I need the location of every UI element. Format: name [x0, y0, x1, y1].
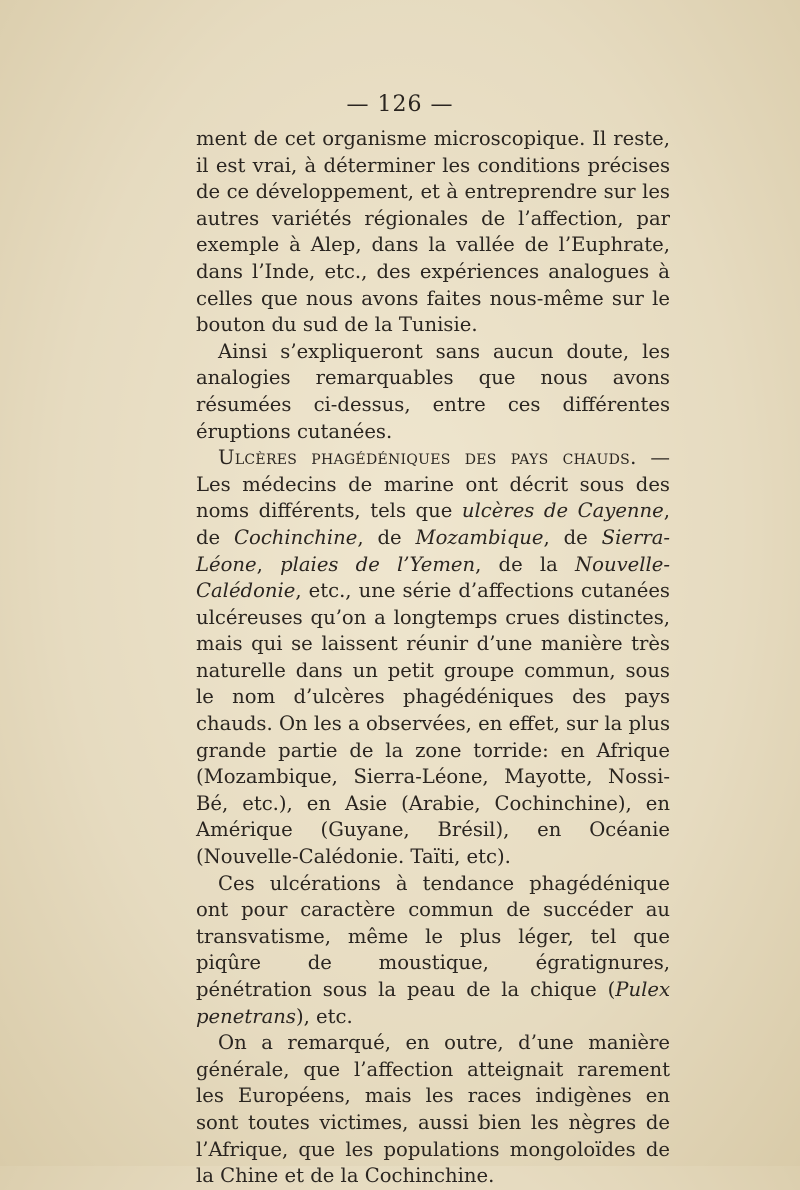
text-run: — Les médecins de marine ont décrit sous des noms différents, tels que: [196, 446, 670, 523]
paragraph-5: On a remarqué, en outre, d’une manière générale, que l’affection atteignait rarement les Européens, mais les races indigènes en sont toutes victimes, aussi bien les nègres de l’Afrique, que les populations mongoloïdes de la Chine et de la Cochinchine.: [196, 1031, 670, 1188]
text-run: , etc., une série d’affections cutanées ulcéreuses qu’on a longtemps crues distinctes, mais qui se laissent réunir d’une manière très naturelle dans un petit groupe commun, sous le nom d’ulcères phagédéniques des pays chauds. On les a observées, en effet, sur la plus grande partie de la zone torride: en Afrique (Mozambique, Sierra-Léone, Mayotte, Nossi-Bé, etc.), en Asie (Arabie, Cochinchine), en Amérique (Guyane, Brésil), en Océanie (Nouvelle-Calédonie. Taïti, etc).: [196, 579, 670, 869]
paragraph-4: [196, 871, 670, 1031]
text-run: , de la: [475, 552, 576, 576]
paragraph-1: ment de cet organisme microscopique. Il reste, il est vrai, à déterminer les conditions précises de ce développement, et à entreprendre sur les autres variétés régionales de l’affection, par exemple à Alep, dans la vallée de l’Euphrate, dans l’Inde, etc., des expériences analogues à celles que nous avons faites nous-même sur le bouton du sud de la Tunisie.: [196, 127, 670, 337]
italic-term: Sierra-Léone: [196, 525, 670, 576]
paragraph-3: [196, 445, 670, 871]
text-run: , de: [196, 499, 670, 549]
italic-term: Nouvelle-Calédonie: [196, 552, 671, 603]
section-heading: Ulcères phagédéniques des pays chauds.: [218, 446, 637, 470]
text-run: ,: [256, 552, 281, 576]
text-run: ), etc.: [295, 1004, 353, 1028]
italic-term: ulcères de Cayenne: [461, 499, 664, 523]
paragraph-2: Ainsi s’expliqueront sans aucun doute, les analogies remarquables que nous avons résumées ci-dessus, entre ces différentes éruptions cutanées.: [196, 339, 670, 443]
text-run: Ces ulcérations à tendance phagédénique ont pour caractère commun de succéder au transvatisme, même le plus léger, tel que piqûre de moustique, égratignures, pénétration sous la peau de la chique (: [196, 871, 670, 1001]
body-text: [196, 126, 670, 1190]
italic-term: Cochinchine: [234, 525, 358, 549]
text-run: , de: [543, 525, 602, 549]
italic-term: plaies de l’Yemen: [280, 552, 476, 576]
page-number: — 126 —: [346, 92, 454, 117]
italic-term: Mozambique: [415, 525, 544, 549]
text-run: , de: [357, 525, 416, 549]
species-name: Pulex penetrans: [196, 978, 670, 1028]
